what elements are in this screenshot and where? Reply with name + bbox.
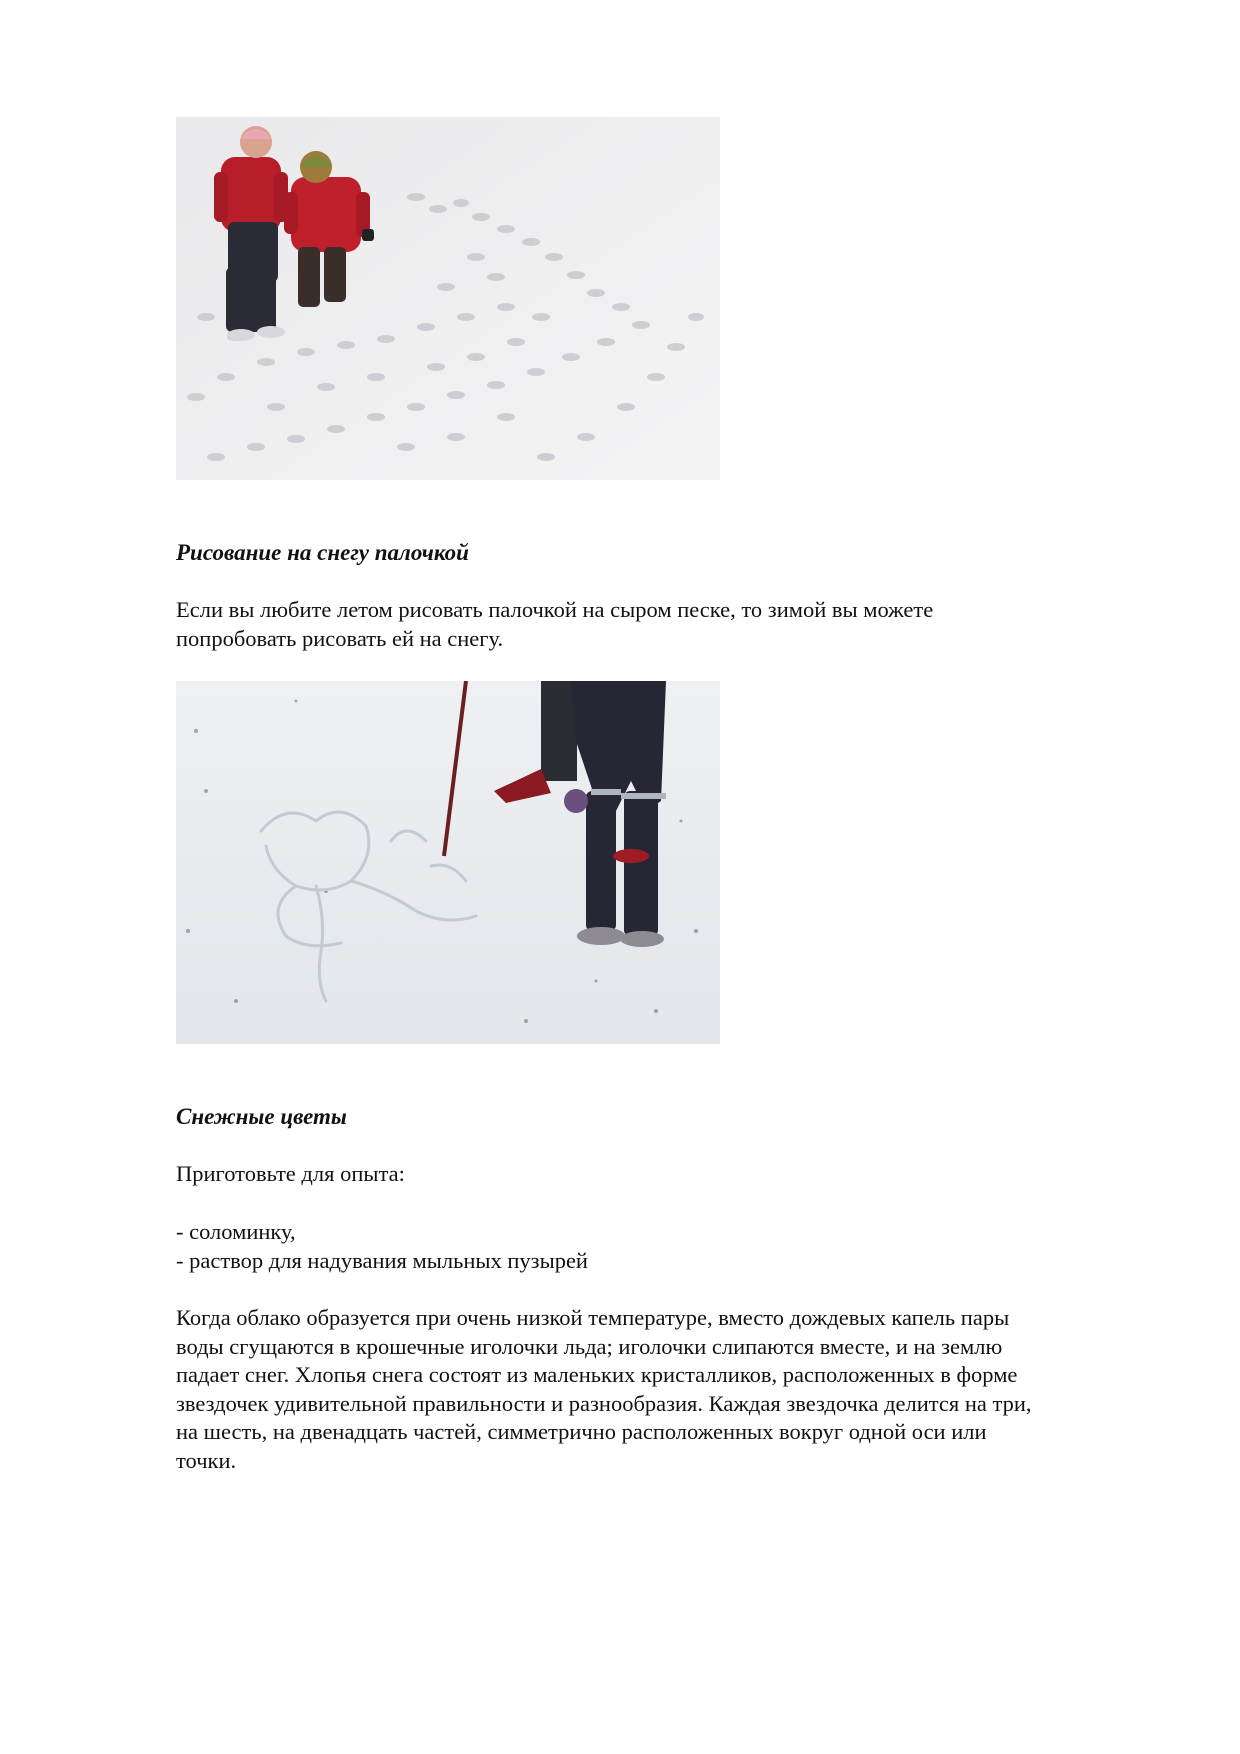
section-heading-snow-flowers: Снежные цветы (176, 1104, 347, 1129)
paragraph-line: воды сгущаются в крошечные иголочки льда; иголочки слипаются вместе, и на землю (176, 1333, 1003, 1359)
paragraph-line: попробовать рисовать ей на снегу. (176, 625, 504, 651)
children-footprints-image (176, 117, 720, 480)
paragraph-line: звездочек удивительной правильности и разнообразия. Каждая звездочка делится на три, (176, 1390, 1032, 1416)
materials-list (176, 1218, 1136, 1275)
paragraph-line: на шесть, на двенадцать частей, симметрично расположенных вокруг одной оси или (176, 1419, 987, 1444)
snowflake-explanation-paragraph (176, 1304, 1136, 1475)
section-heading-drawing-with-stick: Рисование на снегу палочкой (176, 540, 469, 565)
photo-stick-drawing (176, 681, 720, 1044)
paragraph-line: Когда облако образуется при очень низкой температуре, вместо дождевых капель пары (176, 1305, 1010, 1330)
paragraph-line: Если вы любите летом рисовать палочкой на сыром песке, то зимой вы можете (176, 597, 934, 622)
drawing-with-stick-paragraph (176, 596, 1136, 653)
paragraph-line: точки. (176, 1447, 237, 1473)
list-item: - соломинку, (176, 1219, 296, 1244)
list-item: - раствор для надувания мыльных пузырей (176, 1247, 588, 1273)
photo-children-footprints (176, 117, 720, 480)
snow-flowers-intro: Приготовьте для опыта: (176, 1161, 405, 1186)
paragraph-line: падает снег. Хлопья снега состоят из маленьких кристалликов, расположенных в форме (176, 1362, 1018, 1387)
stick-drawing-image (176, 681, 720, 1044)
